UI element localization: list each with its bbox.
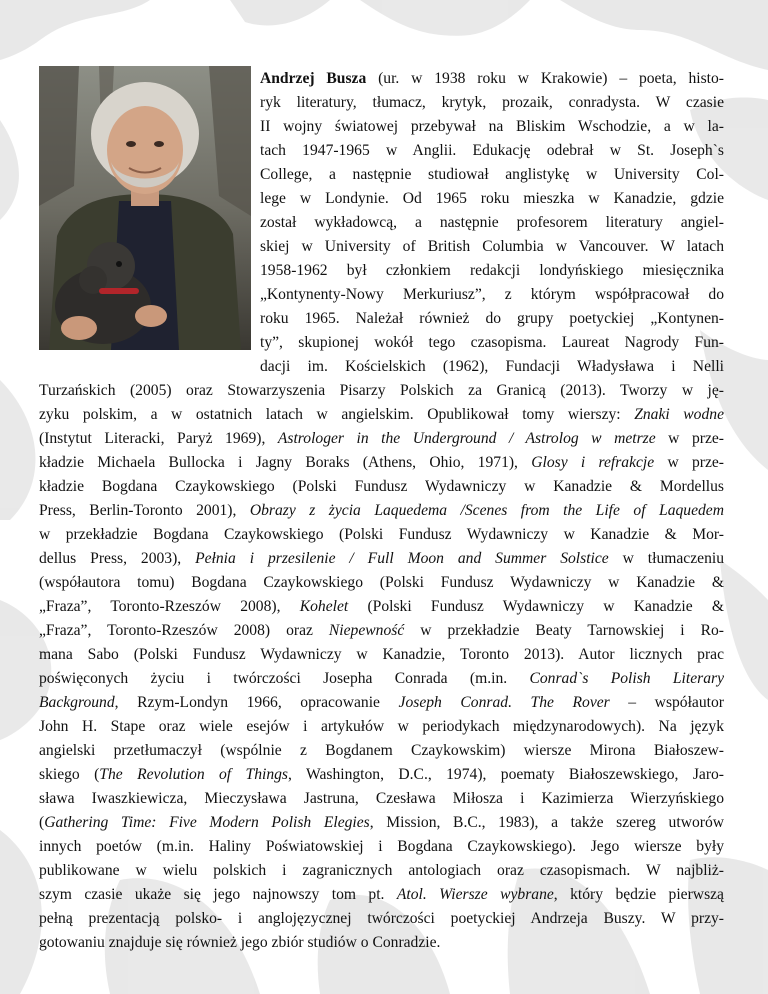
text-run: „Fraza”, Toronto-Rzeszów 2008), <box>39 598 300 615</box>
text-run: (Polski Fundusz Wydawniczy w Kanadzie & <box>348 598 724 615</box>
text-line <box>260 139 724 163</box>
title-italic: Background <box>39 694 115 711</box>
title-italic: Atol. Wiersze wybrane <box>396 886 554 903</box>
text-line <box>260 307 724 331</box>
text-line <box>260 187 724 211</box>
text-line <box>39 619 724 643</box>
text-line <box>260 355 724 379</box>
title-italic: Niepewność <box>328 622 405 639</box>
text-run: w prze- <box>655 430 724 447</box>
title-italic: Obrazy z życia Laquedema /Scenes from the Life of Laquedem <box>249 502 724 519</box>
text-line <box>39 691 724 715</box>
text-line <box>39 475 724 499</box>
text-line <box>39 451 724 475</box>
text-run: w tłumaczeniu <box>608 550 724 567</box>
title-italic: Kohelet <box>299 598 349 615</box>
text-line <box>39 835 724 859</box>
text-line <box>39 883 724 907</box>
author-name: Andrzej Busza <box>260 70 367 87</box>
text-run: 1958-1962 był członkiem redakcji londyńskiego miesięcznika <box>260 262 724 279</box>
title-italic: Joseph Conrad. The Rover <box>398 694 610 711</box>
text-run: skiego ( <box>39 766 100 783</box>
text-run: sława Iwaszkiewicza, Mieczysława Jastruna, Czesława Miłosza i Kazimierza Wierzyńskiego <box>39 790 724 807</box>
text-run: ryk literatury, tłumacz, krytyk, prozaik, conradysta. W czasie <box>260 94 724 111</box>
text-run: , Mission, B.C., 1983), a także szereg utworów <box>369 814 724 831</box>
text-run: szym czasie ukaże się jego najnowszy tom pt. <box>39 886 397 903</box>
text-line <box>260 283 724 307</box>
portrait-illustration <box>39 66 251 350</box>
text-run: skiej w University of British Columbia w Vancouver. W latach <box>260 238 724 255</box>
text-run: mana Sabo (Polski Fundusz Wydawniczy w Kanadzie, Toronto 2013). Autor licznych prac <box>39 646 724 663</box>
text-run: College, a następnie studiował anglistykę w University Col- <box>260 166 724 183</box>
text-run: w przekładzie Beaty Tarnowskiej i Ro- <box>404 622 724 639</box>
text-run: – współautor <box>609 694 724 711</box>
text-run: (Instytut Literacki, Paryż 1969), <box>39 430 278 447</box>
title-italic: Gathering Time: Five Modern Polish Elegies <box>44 814 370 831</box>
text-run: „Kontynenty-Nowy Merkuriusz”, z którym współpracował do <box>260 286 724 303</box>
text-run: , Washington, D.C., 1974), poematy Białoszewskiego, Jaro- <box>288 766 725 783</box>
text-run: (współautora tomu) Bogdana Czaykowskiego (Polski Fundusz Wydawniczy w Kanadzie & <box>39 574 724 591</box>
text-run: , który będzie pierwszą <box>553 886 724 903</box>
text-run: tach 1947-1965 w Anglii. Edukację odebrał w St. Joseph`s <box>260 142 724 159</box>
text-run: ( <box>39 814 45 831</box>
text-line <box>260 163 724 187</box>
text-run: kładzie Michaela Bullocka i Jagny Boraks (Athens, Ohio, 1971), <box>39 454 532 471</box>
text-run: II wojny światowej przebywał na Bliskim Wschodzie, a w la- <box>260 118 724 135</box>
text-line <box>39 403 724 427</box>
author-portrait-photo <box>39 66 251 350</box>
text-line <box>39 595 724 619</box>
text-line <box>39 643 724 667</box>
text-line <box>39 571 724 595</box>
text-run: w przekładzie Bogdana Czaykowskiego (Polski Fundusz Wydawniczy w Kanadzie & Mor- <box>39 526 724 543</box>
text-line <box>39 739 724 763</box>
title-italic: Conrad`s Polish Literary <box>529 670 724 687</box>
text-run: dellus Press, 2003), <box>39 550 196 567</box>
text-run: , Rzym-Londyn 1966, opracowanie <box>114 694 399 711</box>
text-run: gotowaniu znajduje się również jego zbiór studiów o Conradzie. <box>39 934 441 951</box>
text-line <box>260 67 724 91</box>
text-run: „Fraza”, Toronto-Rzeszów 2008) oraz <box>39 622 329 639</box>
text-line <box>39 667 724 691</box>
title-italic: Pełnia i przesilenie / Full Moon and Summer Solstice <box>195 550 609 567</box>
text-run: został wykładowcą, a następnie profesorem literatury angiel- <box>260 214 724 231</box>
text-line <box>39 523 724 547</box>
text-run: innych poetów (m.in. Haliny Poświatowskiej i Bogdana Czaykowskiego). Jego wiersze były <box>39 838 724 855</box>
title-italic: Glosy i refrakcje <box>531 454 655 471</box>
text-run: publikowane w wielu polskich i zagranicznych antologiach oraz czasopismach. W najbliż- <box>39 862 724 879</box>
text-run: w prze- <box>654 454 724 471</box>
text-line <box>260 115 724 139</box>
title-italic: The Revolution of Things <box>99 766 288 783</box>
text-line <box>260 259 724 283</box>
text-line <box>39 427 724 451</box>
text-run: Turzańskich (2005) oraz Stowarzyszenia Pisarzy Polskich za Granicą (2013). Tworzy w ję- <box>39 382 724 399</box>
text-run: lege w Londynie. Od 1965 roku mieszka w Kanadzie, gdzie <box>260 190 724 207</box>
text-line <box>39 811 724 835</box>
text-line <box>260 91 724 115</box>
text-line <box>260 211 724 235</box>
text-run: poświęconych życiu i twórczości Josepha Conrada (m.in. <box>39 670 530 687</box>
text-line <box>260 235 724 259</box>
title-italic: Astrologer in the Underground / Astrolog w metrze <box>277 430 656 447</box>
text-run: roku 1965. Należał również do grupy poetyckiej „Kontynen- <box>260 310 724 327</box>
title-italic: Znaki wodne <box>634 406 724 423</box>
text-run: ty”, skupionej wokół tego czasopisma. Laureat Nagrody Fun- <box>260 334 724 351</box>
text-run: dacji im. Kościelskich (1962), Fundacji Władysława i Nelli <box>260 358 724 375</box>
text-run: kładzie Bogdana Czaykowskiego (Polski Fundusz Wydawniczy w Kanadzie & Mordellus <box>39 478 724 495</box>
text-run: angielski przetłumaczył (wspólnie z Bogdanem Czaykowskim) wiersze Mirona Białoszew- <box>39 742 724 759</box>
text-line <box>39 715 724 739</box>
text-line <box>39 499 724 523</box>
text-line <box>39 763 724 787</box>
text-line <box>39 547 724 571</box>
text-line <box>39 907 724 931</box>
text-line <box>39 379 724 403</box>
text-run: (ur. w 1938 roku w Krakowie) – poeta, histo- <box>366 70 724 87</box>
text-run: John H. Stape oraz wiele esejów i artykułów w periodykach międzynarodowych). Na język <box>39 718 724 735</box>
text-line <box>39 859 724 883</box>
text-run: Press, Berlin-Toronto 2001), <box>39 502 250 519</box>
text-line <box>39 931 724 955</box>
text-line <box>39 787 724 811</box>
text-run: pełną prezentacją polsko- i anglojęzycznej twórczości poetyckiej Andrzeja Buszy. W przy- <box>39 910 724 927</box>
text-line <box>260 331 724 355</box>
text-run: zyku polskim, a w ostatnich latach w angielskim. Opublikował tomy wierszy: <box>39 406 635 423</box>
